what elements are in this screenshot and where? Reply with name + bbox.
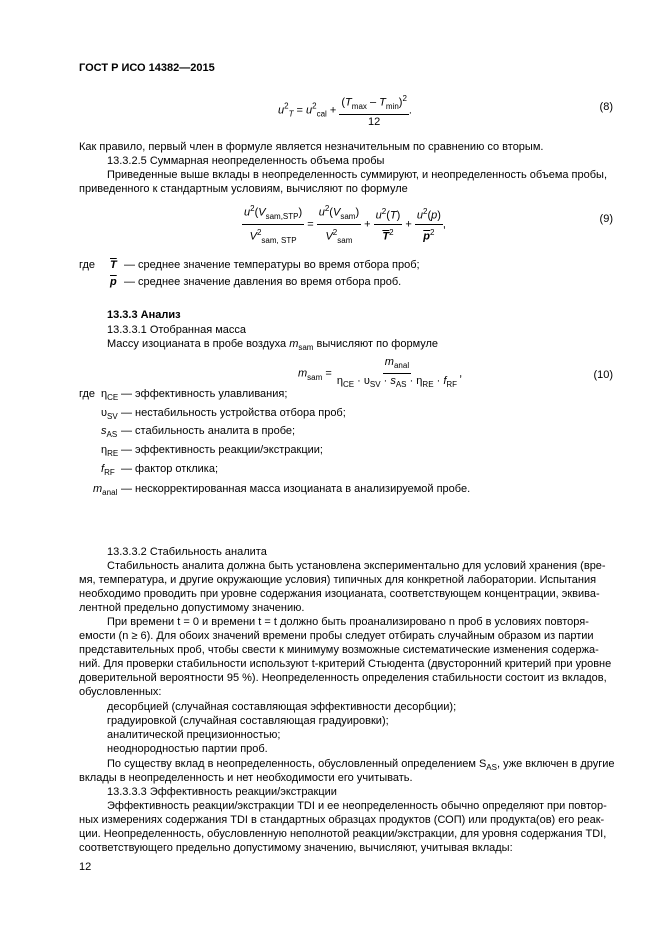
where2-item-3: — стабильность аналита в пробе; bbox=[121, 425, 296, 437]
where2-item-6: — нескорректированная масса изоцианата в анализируемой пробе. bbox=[121, 483, 471, 495]
equation-number-8: (8) bbox=[599, 101, 613, 113]
section-13-3-3-1: 13.3.3.1 Отобранная масса bbox=[107, 324, 247, 336]
where-label-2: где bbox=[79, 388, 96, 400]
where-t-text: — среднее значение температуры во время отбора проб; bbox=[124, 259, 420, 271]
paragraph-4-line-1: Стабильность аналита должна быть установлена экспериментально для условий хранения (вре- bbox=[107, 560, 606, 572]
paragraph-1: Как правило, первый член в формуле является незначительным по сравнению со вторым. bbox=[79, 141, 544, 153]
paragraph-4-line-2: мя, температура, и другие окружающие условия) типичных для конкретной лаборатории. Испытания bbox=[79, 574, 597, 586]
formula-8: $u^2_T = u^2_{cal}$ + $\frac{(T_{max} - T_{min})^2}{12}$ . bbox=[278, 94, 412, 128]
symbol-s-as: $s_{AS}$ bbox=[101, 425, 118, 440]
paragraph-4-line-3: необходимо проводить при уровне содержания изоцианата, соответствующем концентрации, эквива- bbox=[79, 588, 600, 600]
symbol-eta-re: $\eta_{RE}$ bbox=[101, 444, 119, 459]
paragraph-6-text-a: По существу вклад в неопределенность, обусловленный определением S bbox=[107, 758, 487, 770]
equation-number-9: (9) bbox=[599, 213, 613, 225]
paragraph-2-line-2: приведенного к стандартным условиям, вычисляют по формуле bbox=[79, 183, 408, 195]
section-13-3-3: 13.3.3 Анализ bbox=[107, 309, 181, 321]
symbol-m-anal: $m_{anal}$ bbox=[93, 483, 118, 498]
list-item-4: неоднородностью партии проб. bbox=[107, 743, 268, 755]
paragraph-7-line-1: Эффективность реакции/экстракции TDI и ее неопределенность обычно определяют при повтор- bbox=[107, 800, 607, 812]
paragraph-5-line-6: обусловленных: bbox=[79, 686, 162, 698]
paragraph-6-text-b: , уже включен в другие bbox=[496, 758, 615, 770]
where-p-symbol: $\overline{p}$ bbox=[110, 276, 117, 288]
symbol-v-sv: $\upsilon_{SV}$ bbox=[101, 407, 118, 422]
list-item-2: градуировкой (случайная составляющая градуировки); bbox=[107, 715, 389, 727]
paragraph-6-line-1: По существу вклад в неопределенность, обусловленный определением $S_{AS}$, уже включен в другие bbox=[107, 758, 615, 773]
symbol-f-rf: $f_{RF}$ bbox=[101, 463, 115, 478]
list-item-1: десорбцией (случайная составляющая эффективности десорбции); bbox=[107, 701, 457, 713]
where-label-1: где bbox=[79, 259, 96, 271]
paragraph-3: Массу изоцианата в пробе воздуха $m_{sam}$ вычисляют по формуле bbox=[107, 338, 439, 353]
paragraph-2-line-1: Приведенные выше вклады в неопределенность суммируют, и неопределенность объема пробы, bbox=[107, 169, 608, 181]
paragraph-5-line-5: доверительной вероятности 95 %). Неопределенность определения стабильности состоит из вкладов, bbox=[79, 672, 607, 684]
paragraph-5-line-2: емости (n ≥ 6). Для обоих значений времени пробы следует отбирать случайным образом из партии bbox=[79, 630, 594, 642]
paragraph-6-line-2: вклады в неопределенность и нет необходимости его учитывать. bbox=[79, 772, 413, 784]
paragraph-5-line-3: представительных проб, чтобы свести к минимуму возможные систематические изменения содержа- bbox=[79, 644, 599, 656]
paragraph-7-line-2: ных измерениях содержания TDI в стандартных образцах продуктов (СОП) или продукта(ов) его реак- bbox=[79, 814, 605, 826]
formula-9: $\frac{u^2(V_{sam,STP})}{V^2_{sam, STP}}$ = $\frac{u^2(V_{sam})}{V^2_{sam}}$ + $\frac{u^2(T)}{\overline{T}^2}$ + $\frac{u^2(p)}{\overline{p}^2}$ , bbox=[244, 204, 446, 245]
where2-item-2: — нестабильность устройства отбора проб; bbox=[121, 407, 346, 419]
page-number: 12 bbox=[79, 861, 92, 873]
symbol-eta-ce: $\eta_{CE}$ bbox=[101, 388, 119, 403]
document-header: ГОСТ Р ИСО 14382—2015 bbox=[79, 62, 215, 74]
section-13-3-3-3: 13.3.3.3 Эффективность реакции/экстракции bbox=[107, 786, 337, 798]
paragraph-7-line-4: соответствующего предельно допустимому значению, вычисляют, учитывая вклады: bbox=[79, 842, 513, 854]
where2-item-1: — эффективность улавливания; bbox=[121, 388, 288, 400]
section-13-3-2-5: 13.3.2.5 Суммарная неопределенность объема пробы bbox=[107, 155, 385, 167]
where2-item-4: — эффективность реакции/экстракции; bbox=[121, 444, 323, 456]
paragraph-5-line-1: При времени t = 0 и времени t = t должно быть проанализировано n проб в условиях повторя- bbox=[107, 616, 589, 628]
paragraph-4-line-4: лентной предельно допустимому значению. bbox=[79, 602, 305, 614]
paragraph-5-line-4: ний. Для проверки стабильности используют t-критерий Стьюдента (двусторонний критерий при уровне bbox=[79, 658, 612, 670]
paragraph-3-tail: вычисляют по формуле bbox=[316, 338, 439, 350]
where-t-symbol: $\overline{T}$ bbox=[110, 259, 117, 271]
equation-number-10: (10) bbox=[593, 369, 613, 381]
where2-item-5: — фактор отклика; bbox=[121, 463, 219, 475]
paragraph-7-line-3: ции. Неопределенность, обусловленную неполнотой реакции/экстракции, для уровня содержания TDI, bbox=[79, 828, 607, 840]
section-13-3-3-2: 13.3.3.2 Стабильность аналита bbox=[107, 546, 267, 558]
where-p-text: — среднее значение давления во время отбора проб. bbox=[124, 276, 402, 288]
paragraph-3-text: Массу изоцианата в пробе воздуха bbox=[107, 338, 287, 350]
formula-10: $m_{sam}$ = $\frac{m_{anal}}{\eta_{CE} \cdot \upsilon_{SV} \cdot s_{AS} \cdot \eta_{RE} \cdot f_{RF}}$ , bbox=[298, 356, 463, 390]
list-item-3: аналитической прецизионностью; bbox=[107, 729, 281, 741]
